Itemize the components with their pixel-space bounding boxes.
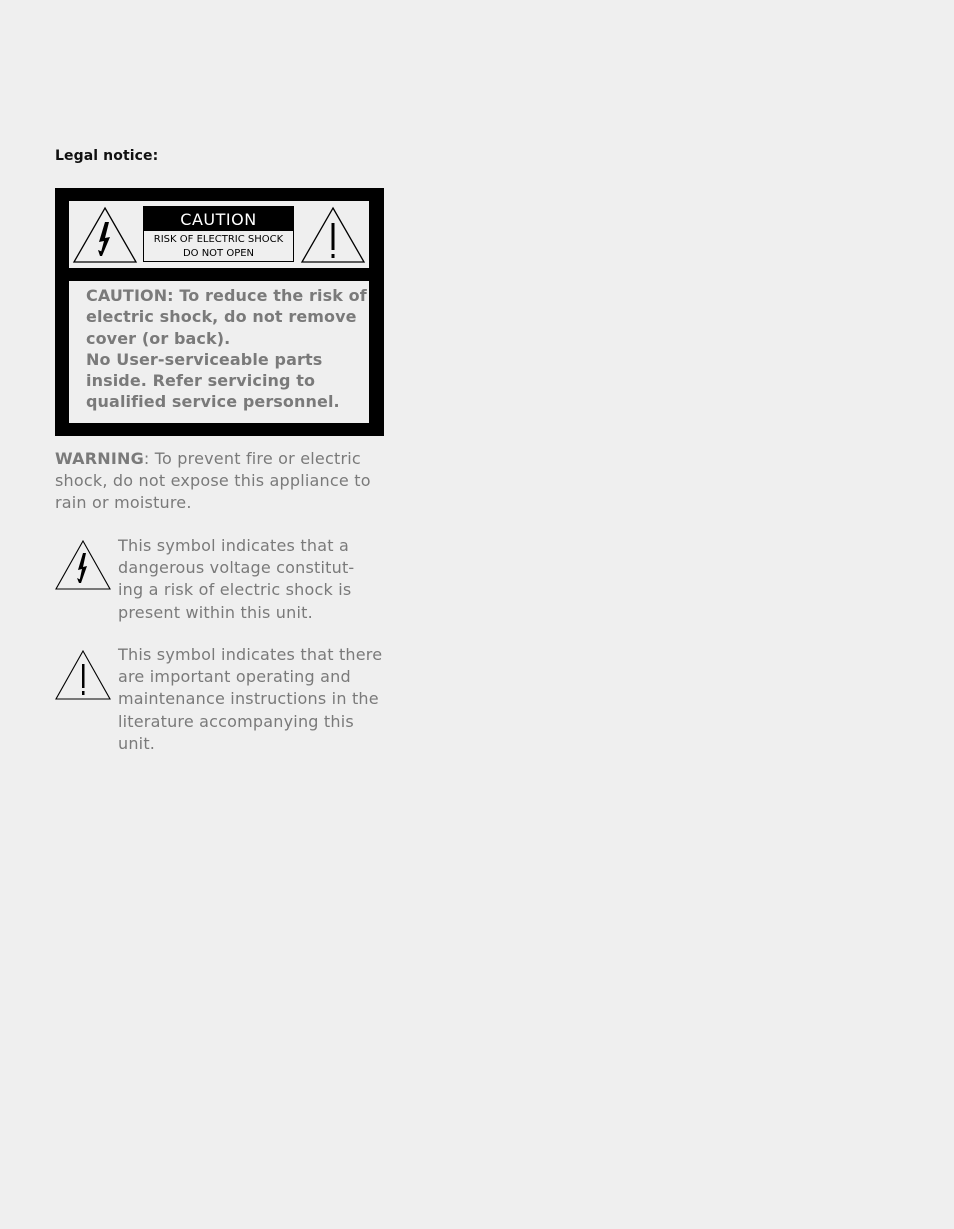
caution-subtitle-line-2: DO NOT OPEN [182, 248, 255, 259]
caution-label-body [69, 281, 369, 423]
caution-label [55, 188, 384, 436]
lightning-triangle-icon [72, 206, 138, 264]
description-line: dangerous voltage constitut- [118, 558, 355, 578]
exclamation-symbol-description [118, 644, 388, 755]
description-line: maintenance instructions in the [118, 689, 379, 709]
caution-text-line: qualified service personnel. [86, 392, 340, 412]
description-line: unit. [118, 733, 156, 753]
warning-paragraph [55, 448, 385, 514]
warning-text: : To prevent fire or electric shock, do not expose this appliance to rain or moisture. [55, 449, 371, 512]
page-heading: Legal notice: [55, 148, 159, 164]
lightning-triangle-icon [55, 540, 111, 590]
caution-text-line: No User-serviceable parts [86, 349, 323, 369]
description-line: This symbol indicates that there [118, 645, 383, 664]
warning-label: WARNING [55, 449, 144, 468]
description-line: ing a risk of electric shock is [118, 580, 352, 600]
exclamation-triangle-icon [55, 650, 111, 700]
caution-label-header [69, 201, 369, 268]
caution-text-line: inside. Refer servicing to [86, 371, 316, 391]
caution-label-text [86, 285, 371, 413]
caution-text-line: cover (or back). [86, 328, 231, 348]
caution-text-line: CAUTION: To reduce the risk of [86, 286, 367, 305]
caution-box [143, 206, 294, 262]
caution-subtitle-line-1: RISK OF ELECTRIC SHOCK [153, 234, 284, 245]
caution-title: CAUTION [144, 207, 293, 231]
lightning-symbol-description [118, 535, 388, 624]
description-line: This symbol indicates that a [118, 536, 349, 555]
exclamation-triangle-icon [300, 206, 366, 264]
description-line: present within this unit. [118, 602, 313, 622]
description-line: are important operating and [118, 667, 351, 687]
caution-text-line: electric shock, do not remove [86, 307, 357, 327]
description-line: literature accompanying this [118, 711, 354, 731]
